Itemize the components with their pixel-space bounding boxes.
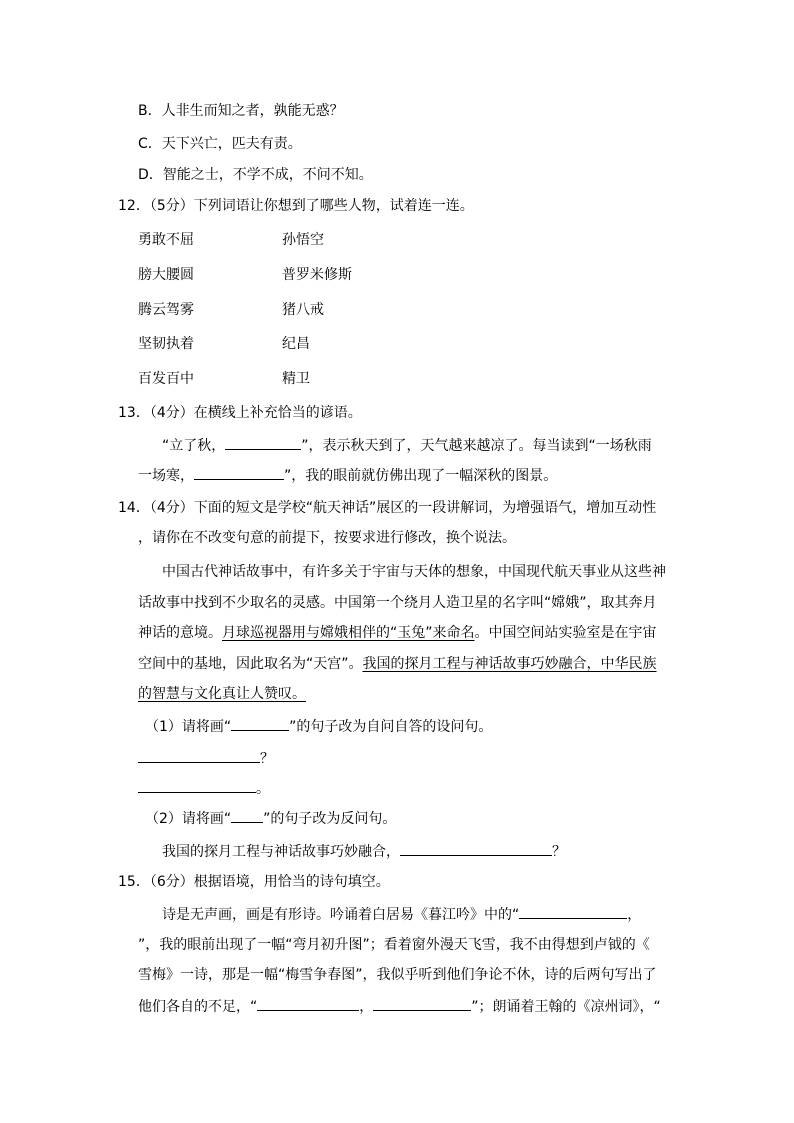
answer-blank[interactable] [373, 996, 471, 1011]
answer-blank[interactable] [257, 996, 359, 1011]
q12-term[interactable]: 勇敢不屈 [138, 232, 194, 248]
q13-stem: 13．（4分）在横线上补充恰当的谚语。 [118, 405, 362, 421]
option-b: B．人非生而知之者，孰能无惑？ [138, 103, 344, 119]
q15-line: ”，我的眼前出现了一幅“弯月初升图”；看着窗外漫天飞雪，我不由得想到卢钺的《 [138, 937, 650, 953]
q12-stem: 12．（5分）下列词语让你想到了哪些人物，试着连一连。 [118, 198, 474, 214]
q12-person[interactable]: 普罗米修斯 [282, 267, 352, 283]
option-d: D．智能之士，不学不成，不问不知。 [138, 167, 373, 183]
passage-line [138, 654, 657, 674]
q14-stem-line1: 14．（4分）下面的短文是学校“航天神话”展区的一段讲解词，为增强语气，增加互动性 [118, 500, 657, 516]
answer-blank[interactable] [194, 465, 284, 480]
q15-line [138, 996, 661, 1017]
q12-term[interactable]: 百发百中 [138, 371, 194, 387]
sub1-text: ”的句子改为自问自答的设问句。 [289, 719, 493, 735]
q14-sub1 [145, 716, 492, 737]
q15-text: ”；朗诵着王翰的《凉州词》，“ [471, 999, 661, 1015]
underline-marker [231, 808, 263, 823]
answer-blank[interactable] [225, 435, 301, 450]
q12-person[interactable]: 精卫 [282, 371, 310, 387]
q15-text: 他们各自的不足，“ [138, 999, 258, 1015]
q15-text: ， [627, 907, 642, 923]
q12-person[interactable]: 猪八戒 [282, 302, 324, 318]
q15-text: ， [359, 999, 374, 1015]
q15-text: 诗是无声画，画是有形诗。吟诵着白居易《暮江吟》中的“ [162, 907, 520, 923]
sub2-text: ”的句子改为反问句。 [263, 811, 397, 827]
q13-text: ”，我的眼前就仿佛出现了一幅深秋的图景。 [284, 468, 558, 484]
answer-line-2 [138, 778, 270, 799]
question-mark: ？ [552, 844, 566, 860]
q15-stem: 15．（6分）根据语境，用恰当的诗句填空。 [118, 874, 390, 890]
q13-line2 [138, 465, 557, 486]
sub1-text: （1）请将画“ [145, 719, 232, 735]
passage-text: 。中国空间站实验室是在宇宙 [474, 625, 657, 641]
passage-line: 中国古代神话故事中，有许多关于宇宙与天体的想象，中国现代航天事业从这些神 [162, 564, 666, 580]
passage-line: 话故事中找到不少取名的灵感。中国第一个绕月人造卫星的名字叫“嫦娥”，取其奔月 [138, 595, 657, 611]
q14-stem-line2: ，请你在不改变句意的前提下，按要求进行修改，换个说法。 [138, 530, 516, 546]
q13-line1 [162, 435, 652, 456]
q14-sub2-answer [162, 841, 566, 862]
underlined-sentence-2: 我国的探月工程与神话故事巧妙融合，中华民族 [362, 656, 657, 672]
answer-blank[interactable] [519, 904, 627, 919]
q12-person[interactable]: 孙悟空 [282, 232, 324, 248]
passage-line [138, 623, 657, 643]
period: 。 [256, 781, 270, 797]
q12-term[interactable]: 膀大腰圆 [138, 267, 194, 283]
sub2-text: （2）请将画“ [145, 811, 232, 827]
passage-text: 神话的意境。 [138, 625, 222, 641]
answer-blank[interactable] [138, 748, 260, 763]
q12-term[interactable]: 坚韧执着 [138, 336, 194, 352]
q12-term[interactable]: 腾云驾雾 [138, 302, 194, 318]
question-mark: ？ [260, 751, 274, 767]
passage-text: 空间中的基地，因此取名为“天宫”。 [138, 656, 363, 672]
q12-person[interactable]: 纪昌 [282, 336, 310, 352]
answer-blank[interactable] [400, 841, 552, 856]
underlined-sentence-2-cont: 的智慧与文化真让人赞叹。 [138, 686, 306, 702]
q15-line: 雪梅》一诗，那是一幅“梅雪争春图”，我似乎听到他们争论不休，诗的后两句写出了 [138, 967, 657, 983]
sub2-sentence: 我国的探月工程与神话故事巧妙融合， [162, 844, 400, 860]
option-c: C．天下兴亡，匹夫有责。 [138, 136, 302, 152]
passage-line [138, 684, 306, 704]
answer-blank[interactable] [138, 778, 256, 793]
answer-line-1 [138, 748, 274, 769]
q15-line [162, 904, 641, 925]
q13-text: 一场寒， [138, 468, 194, 484]
underlined-sentence-1: 月球巡视器用与嫦娥相伴的“玉兔”来命名 [222, 625, 475, 641]
underline-marker [231, 716, 289, 731]
q13-text: ”，表示秋天到了，天气越来越凉了。每当读到“一场秋雨 [301, 438, 652, 454]
q13-text: “立了秋， [162, 438, 226, 454]
q14-sub2 [145, 808, 396, 829]
